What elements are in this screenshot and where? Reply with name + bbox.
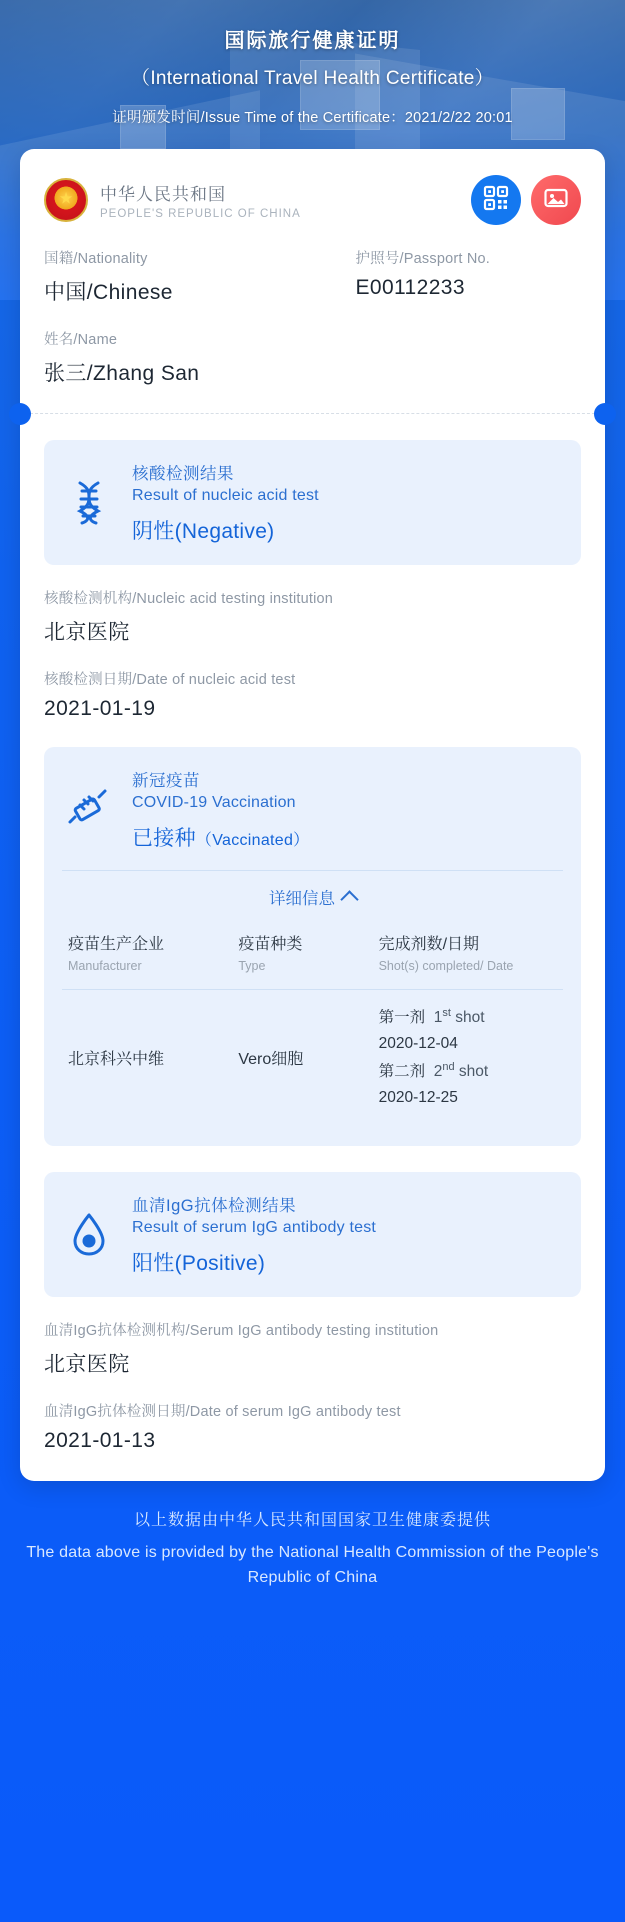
nucleic-institution-value: 北京医院: [44, 621, 130, 644]
nationality-field: [44, 247, 355, 306]
passport-field: [355, 247, 581, 306]
column-type-en: Type: [238, 959, 266, 973]
vaccination-table: [62, 925, 563, 1126]
nucleic-acid-panel: [44, 440, 581, 565]
vaccination-title-cn: 新冠疫苗: [132, 772, 200, 790]
shot-1-date: 2020-12-04: [378, 1035, 458, 1053]
page-title-cn: 国际旅行健康证明: [224, 30, 401, 52]
cell-shots: [373, 989, 563, 1125]
issue-time-text: 证明颁发时间/Issue Time of the Certificate：2021/2/22 20:01: [112, 110, 513, 126]
nucleic-date-label: 核酸检测日期/Date of nucleic acid test: [44, 672, 296, 688]
serum-institution-field: [44, 1319, 581, 1378]
country-name-en: PEOPLE'S REPUBLIC OF CHINA: [100, 208, 301, 220]
serum-igg-panel-text: [132, 1192, 376, 1277]
vaccination-status-en: （Vaccinated）: [195, 832, 310, 849]
nucleic-acid-panel-head: [62, 460, 563, 545]
footer-text-cn: 以上数据由中华人民共和国国家卫生健康委提供: [133, 1511, 491, 1529]
nucleic-date-field: [44, 668, 581, 721]
divider-notch-right: [594, 403, 616, 425]
vaccination-detail-toggle[interactable]: [62, 871, 563, 915]
shot-2-ordinal-num: 2: [433, 1062, 443, 1080]
cell-type: Vero细胞: [232, 989, 372, 1125]
page-header: [0, 0, 625, 127]
card-action-buttons: [471, 175, 581, 225]
serum-igg-panel-head: [62, 1192, 563, 1277]
nucleic-institution-field: [44, 587, 581, 646]
nucleic-acid-result: 阴性(Negative): [132, 520, 275, 543]
serum-igg-result: 阳性(Positive): [132, 1251, 266, 1275]
page-footer: [20, 1507, 605, 1621]
vaccination-panel-head: [62, 767, 563, 852]
passport-value: E00112233: [355, 276, 465, 299]
photo-button[interactable]: [531, 175, 581, 225]
page-title-en: （International Travel Health Certificate）: [131, 68, 494, 89]
column-shots-cn: 完成剂数/日期: [378, 936, 480, 953]
qr-code-button[interactable]: [471, 175, 521, 225]
nucleic-acid-title-cn: 核酸检测结果: [132, 465, 234, 483]
column-manufacturer: [62, 925, 232, 989]
divider-notch-left: [9, 403, 31, 425]
serum-institution-label: 血清IgG抗体检测机构/Serum IgG antibody testing institution: [44, 1322, 439, 1339]
nationality-value: 中国/Chinese: [44, 281, 173, 304]
shot-2-ordinal-sup: nd: [442, 1060, 455, 1073]
country-name-cn: 中华人民共和国: [100, 185, 226, 204]
shot-2-ordinal-cn: 第二剂: [378, 1062, 426, 1080]
dna-icon: [62, 479, 116, 527]
column-type: [232, 925, 372, 989]
country-block: [44, 178, 301, 222]
name-label: 姓名/Name: [44, 332, 118, 348]
name-value: 张三/Zhang San: [44, 362, 200, 385]
nucleic-acid-title-en: Result of nucleic acid test: [132, 487, 319, 504]
column-type-cn: 疫苗种类: [238, 936, 303, 953]
vaccination-panel-text: [132, 767, 309, 852]
column-manufacturer-en: Manufacturer: [68, 959, 142, 973]
nucleic-date-value: 2021-01-19: [44, 697, 156, 720]
column-shots: [373, 925, 563, 989]
footer-text-en: The data above is provided by the National Health Commission of the People's Republic of China: [26, 1543, 599, 1587]
national-emblem-icon: [44, 178, 88, 222]
vaccination-panel: [44, 747, 581, 1146]
shot-1-ordinal-num: 1: [433, 1009, 443, 1027]
nationality-label: 国籍/Nationality: [44, 251, 148, 267]
serum-date-label: 血清IgG抗体检测日期/Date of serum IgG antibody test: [44, 1403, 401, 1420]
shot-1-label: [379, 1004, 557, 1032]
nucleic-acid-panel-text: [132, 460, 319, 545]
nationality-passport-row: [44, 247, 581, 306]
qr-code-icon: [483, 185, 509, 216]
vaccination-detail-label: 详细信息: [269, 890, 335, 908]
serum-institution-value: 北京医院: [44, 1352, 130, 1376]
ticket-divider: [20, 413, 605, 414]
table-row: [62, 989, 563, 1125]
shot-2-ordinal-en: shot: [458, 1062, 489, 1080]
column-shots-en: Shot(s) completed/ Date: [378, 959, 514, 973]
serum-igg-title-en: Result of serum IgG antibody test: [132, 1218, 377, 1236]
shot-2-date: 2020-12-25: [378, 1089, 458, 1107]
column-manufacturer-cn: 疫苗生产企业: [68, 936, 165, 953]
passport-label: 护照号/Passport No.: [355, 251, 490, 267]
blood-drop-icon: [62, 1210, 116, 1258]
chevron-up-icon: [340, 890, 358, 908]
syringe-icon: [62, 787, 116, 833]
identity-row: [44, 175, 581, 225]
shot-1-ordinal-cn: 第一剂: [378, 1009, 426, 1027]
shot-1-ordinal-en: shot: [455, 1009, 485, 1027]
cell-manufacturer: 北京科兴中维: [62, 989, 232, 1125]
serum-date-value: 2021-01-13: [44, 1428, 156, 1452]
serum-igg-title-cn: 血清IgG抗体检测结果: [132, 1196, 297, 1215]
serum-igg-panel: [44, 1172, 581, 1297]
photo-icon: [543, 185, 569, 216]
vaccination-status-cn: 已接种: [132, 827, 196, 850]
shot-2-label: [379, 1058, 557, 1086]
vaccination-status: [132, 822, 309, 852]
name-field: [44, 328, 581, 387]
vaccination-table-header-row: [62, 925, 563, 989]
vaccination-title-en: COVID-19 Vaccination: [132, 794, 296, 811]
serum-date-field: [44, 1400, 581, 1453]
nucleic-institution-label: 核酸检测机构/Nucleic acid testing institution: [44, 591, 334, 607]
certificate-card: [20, 149, 605, 1481]
shot-1-ordinal-sup: st: [442, 1006, 451, 1019]
